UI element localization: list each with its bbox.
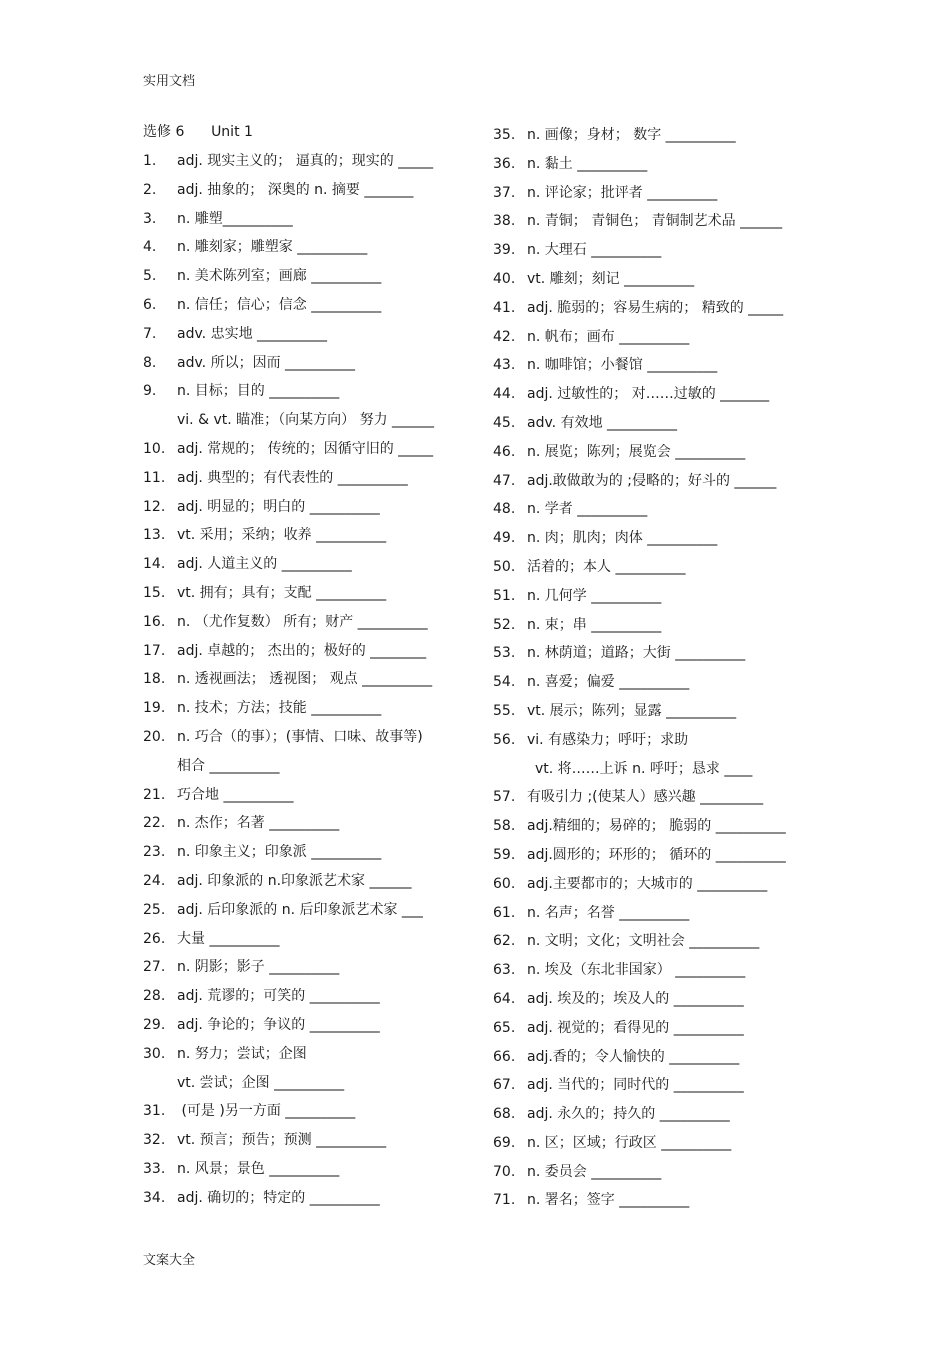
item-definition: adj. 当代的；同时代的 __________ [527, 1077, 744, 1094]
item-number: 55. [493, 702, 516, 719]
item-number: 68. [493, 1106, 516, 1123]
item-number: 34. [143, 1189, 166, 1206]
vocab-row [143, 1015, 461, 1044]
item-number: 1. [143, 153, 157, 169]
item-definition: adj. 争论的；争议的 __________ [177, 1016, 380, 1033]
vocab-row [143, 1073, 461, 1102]
vocab-row [493, 816, 808, 845]
item-definition: n. 青铜； 青铜色； 青铜制艺术品 ______ [527, 213, 783, 230]
vocab-row [143, 180, 461, 209]
vocab-row [143, 468, 461, 497]
item-definition: n. 大理石 __________ [527, 242, 662, 259]
vocab-row [493, 615, 808, 644]
item-definition: n. 美术陈列室；画廊 __________ [177, 268, 382, 285]
item-definition: 有吸引力 ;(使某人）感兴趣 _________ [527, 789, 764, 806]
vocab-row [493, 1133, 808, 1162]
item-number: 42. [493, 328, 516, 345]
vocab-row [143, 1188, 461, 1217]
item-definition: adj. 人道主义的 __________ [177, 556, 352, 573]
item-definition: n. 署名；签字 __________ [527, 1192, 690, 1209]
item-definition: n. 咖啡馆；小餐馆 __________ [527, 357, 718, 374]
item-definition: 相合 __________ [177, 757, 280, 774]
item-number: 14. [143, 556, 166, 573]
item-number: 44. [493, 386, 516, 403]
vocab-row [493, 874, 808, 903]
vocab-row [493, 787, 808, 816]
item-definition: vt. 展示；陈列；显露 __________ [527, 702, 737, 719]
vocab-row [493, 327, 808, 356]
vocab-row [493, 298, 808, 327]
vocab-row [493, 471, 808, 500]
item-number: 49. [493, 530, 516, 547]
item-definition: n. 画像；身材； 数字 __________ [527, 127, 736, 143]
item-number: 12. [143, 498, 166, 515]
item-definition: adj. 荒谬的；可笑的 __________ [177, 988, 380, 1005]
item-definition: n. 巧合（的事）；(事情、口味、故事等) [177, 728, 423, 745]
item-definition: n. 展览；陈列；展览会 __________ [527, 443, 746, 460]
item-number: 29. [143, 1016, 166, 1033]
vocab-row [493, 1190, 808, 1219]
vocab-row [143, 266, 461, 295]
item-number: 40. [493, 270, 516, 287]
vocab-row [143, 497, 461, 526]
vocab-row [143, 1130, 461, 1159]
vocab-row [143, 957, 461, 986]
item-number: 35. [493, 127, 516, 143]
vocab-row [493, 672, 808, 701]
vocabulary-column-right [493, 125, 808, 1219]
vocab-row [493, 240, 808, 269]
item-definition: 活着的；本人 __________ [527, 558, 686, 575]
item-number: 65. [493, 1019, 516, 1036]
item-definition: n. 黏土 __________ [527, 155, 648, 172]
item-definition: adj. 视觉的；看得见的 __________ [527, 1019, 744, 1036]
item-number: 61. [493, 904, 516, 921]
item-definition: adj. 卓越的； 杰出的；极好的 ________ [177, 642, 427, 659]
item-definition: n. 印象主义；印象派 __________ [177, 844, 382, 861]
item-definition: adj. 永久的；持久的 __________ [527, 1106, 730, 1123]
vocab-row [493, 701, 808, 730]
item-definition: adj. 抽象的； 深奥的 n. 摘要 _______ [177, 181, 414, 198]
vocab-row [143, 785, 461, 814]
vocab-row [143, 813, 461, 842]
item-number: 58. [493, 818, 516, 835]
vocab-row [143, 1044, 461, 1073]
vocab-row [493, 1047, 808, 1076]
item-number: 54. [493, 674, 516, 691]
item-definition: n. 区；区域；行政区 __________ [527, 1134, 732, 1151]
item-definition: n. 目标；目的 __________ [177, 383, 340, 400]
item-number: 23. [143, 844, 166, 861]
vocab-row [493, 183, 808, 212]
item-definition: adj. 脆弱的；容易生病的； 精致的 _____ [527, 299, 784, 316]
item-number: 31. [143, 1103, 166, 1120]
vocab-row [493, 1162, 808, 1191]
vocab-row [143, 209, 461, 238]
item-definition: n. （尤作复数） 所有；财产 __________ [177, 613, 428, 630]
item-number: 36. [493, 155, 516, 172]
vocab-row [493, 557, 808, 586]
vocab-row [143, 410, 461, 439]
unit-label: Unit 1 [211, 124, 253, 140]
item-number: 41. [493, 299, 516, 316]
vocab-row [143, 900, 461, 929]
item-definition: n. 名声；名誉 __________ [527, 904, 690, 921]
item-definition: n. 束；串 __________ [527, 616, 662, 633]
vocab-row [493, 845, 808, 874]
vocab-row [493, 269, 808, 298]
item-number: 16. [143, 613, 166, 630]
vocab-row [143, 698, 461, 727]
vocab-row [493, 1075, 808, 1104]
item-definition: n. 埃及（东北非国家） __________ [527, 962, 746, 979]
vocab-row [143, 381, 461, 410]
vocab-row [493, 125, 808, 154]
item-number: 17. [143, 642, 166, 659]
item-number: 48. [493, 501, 516, 518]
item-number: 63. [493, 962, 516, 979]
item-number: 38. [493, 213, 516, 230]
item-definition: adj. 明显的；明白的 __________ [177, 498, 380, 515]
item-number: 52. [493, 616, 516, 633]
item-number: 45. [493, 414, 516, 431]
item-number: 8. [143, 354, 157, 371]
item-definition: adj. 现实主义的； 逼真的；现实的 _____ [177, 153, 434, 169]
vocabulary-column-left [143, 151, 461, 1216]
item-number: 20. [143, 728, 166, 745]
vocab-row [493, 903, 808, 932]
item-definition: n. 风景；景色 __________ [177, 1160, 340, 1177]
item-definition: (可是 )另一方面 __________ [177, 1103, 356, 1120]
book-label: 选修 6 [143, 124, 185, 140]
vocab-row [493, 355, 808, 384]
item-definition: n. 努力；尝试；企图 [177, 1045, 307, 1062]
item-number: 11. [143, 469, 166, 486]
item-definition: vt. 采用；采纳；收养 __________ [177, 527, 387, 544]
item-definition: n. 学者 __________ [527, 501, 648, 518]
vocab-row [143, 295, 461, 324]
vocab-row [143, 439, 461, 468]
vocab-row [493, 960, 808, 989]
item-definition: adj.香的；令人愉快的 __________ [527, 1048, 740, 1065]
item-number: 30. [143, 1045, 166, 1062]
item-definition: n. 评论家；批评者 __________ [527, 184, 718, 201]
item-definition: n. 几何学 __________ [527, 587, 662, 604]
item-definition: adj. 印象派的 n.印象派艺术家 ______ [177, 872, 412, 889]
vocab-row [143, 237, 461, 266]
item-number: 66. [493, 1048, 516, 1065]
page-footer: 文案大全 [143, 1253, 196, 1268]
item-definition: adj. 典型的；有代表性的 __________ [177, 469, 408, 486]
item-number: 43. [493, 357, 516, 374]
item-definition: n. 雕刻家；雕塑家 __________ [177, 239, 368, 256]
vocab-row [493, 413, 808, 442]
item-number: 59. [493, 846, 516, 863]
item-definition: vt. 尝试；企图 __________ [177, 1074, 345, 1091]
item-number: 50. [493, 558, 516, 575]
item-number: 7. [143, 325, 157, 342]
item-definition: n. 文明；文化；文明社会 __________ [527, 933, 760, 950]
item-number: 19. [143, 700, 166, 717]
vocab-row [493, 528, 808, 557]
item-number: 71. [493, 1192, 516, 1209]
item-number: 6. [143, 296, 157, 313]
item-definition: adj. 过敏性的； 对……过敏的 _______ [527, 386, 770, 403]
item-number: 13. [143, 527, 166, 544]
vocab-row [143, 324, 461, 353]
item-number: 37. [493, 184, 516, 201]
item-definition: n. 喜爱；偏爱 __________ [527, 674, 690, 691]
item-number: 26. [143, 930, 166, 947]
item-number: 47. [493, 472, 516, 489]
item-definition: adj. 后印象派的 n. 后印象派艺术家 ___ [177, 901, 423, 918]
item-definition: n. 透视画法； 透视图； 观点 __________ [177, 671, 433, 688]
item-definition: n. 杰作；名著 __________ [177, 815, 340, 832]
item-number: 3. [143, 210, 157, 227]
item-definition: n. 肉；肌肉；肉体 __________ [527, 530, 718, 547]
item-definition: 大量 __________ [177, 930, 280, 947]
item-number: 32. [143, 1132, 166, 1149]
item-number: 28. [143, 988, 166, 1005]
vocab-row [493, 643, 808, 672]
vocab-row [493, 1104, 808, 1133]
vocab-row [493, 989, 808, 1018]
item-number: 24. [143, 872, 166, 889]
vocab-row [493, 442, 808, 471]
item-definition: vt. 将……上诉 n. 呼吁；恳求 ____ [535, 760, 753, 777]
vocab-row [493, 211, 808, 240]
vocab-row [143, 641, 461, 670]
item-number: 69. [493, 1134, 516, 1151]
vocab-row [143, 612, 461, 641]
item-number: 10. [143, 440, 166, 457]
item-definition: adj.圆形的；环形的； 循环的 __________ [527, 846, 786, 863]
item-definition: vi. 有感染力；呼吁；求助 [527, 731, 689, 748]
item-definition: adj. 确切的；特定的 __________ [177, 1189, 380, 1206]
item-number: 2. [143, 181, 157, 198]
vocab-row [143, 554, 461, 583]
vocab-row [143, 727, 461, 756]
vocab-row [143, 151, 461, 180]
vocab-row [493, 154, 808, 183]
item-number: 39. [493, 242, 516, 259]
page-header: 实用文档 [143, 74, 196, 89]
item-number: 67. [493, 1077, 516, 1094]
item-definition: vt. 预言；预告；预测 __________ [177, 1132, 387, 1149]
item-definition: adj. 常规的； 传统的；因循守旧的 _____ [177, 440, 434, 457]
vocab-row [493, 384, 808, 413]
item-definition: adj.敢做敢为的 ;侵略的；好斗的 ______ [527, 472, 777, 489]
item-definition: n. 委员会 __________ [527, 1163, 662, 1180]
vocab-row [143, 756, 461, 785]
item-number: 4. [143, 239, 157, 256]
item-number: 9. [143, 383, 157, 400]
vocab-row [143, 669, 461, 698]
item-definition: adj.主要都市的；大城市的 __________ [527, 875, 768, 892]
item-number: 62. [493, 933, 516, 950]
vocab-row [493, 1018, 808, 1047]
item-definition: n. 雕塑__________ [177, 210, 293, 227]
vocab-row [143, 871, 461, 900]
item-definition: vt. 雕刻；刻记 __________ [527, 270, 695, 287]
item-number: 53. [493, 645, 516, 662]
item-number: 21. [143, 786, 166, 803]
item-definition: adj. 埃及的；埃及人的 __________ [527, 990, 744, 1007]
item-number: 64. [493, 990, 516, 1007]
vocab-row [143, 929, 461, 958]
item-number: 51. [493, 587, 516, 604]
item-definition: vt. 拥有；具有；支配 __________ [177, 584, 387, 601]
vocab-row [143, 842, 461, 871]
vocab-row [493, 931, 808, 960]
vocab-row [143, 1159, 461, 1188]
vocab-row [143, 986, 461, 1015]
vocab-row [143, 353, 461, 382]
document-title [143, 121, 253, 141]
vocab-row [143, 583, 461, 612]
vocab-row [493, 730, 808, 759]
item-definition: adv. 所以；因而 __________ [177, 354, 356, 371]
item-definition: 巧合地 __________ [177, 786, 294, 803]
item-definition: n. 林荫道；道路；大街 __________ [527, 645, 746, 662]
item-number: 56. [493, 731, 516, 748]
vocab-row [493, 586, 808, 615]
item-number: 57. [493, 789, 516, 806]
item-number: 25. [143, 901, 166, 918]
item-number: 5. [143, 268, 157, 285]
item-definition: adv. 忠实地 __________ [177, 325, 328, 342]
item-number: 33. [143, 1160, 166, 1177]
item-definition: n. 信任；信心；信念 __________ [177, 296, 382, 313]
item-number: 70. [493, 1163, 516, 1180]
item-number: 22. [143, 815, 166, 832]
item-number: 27. [143, 959, 166, 976]
item-number: 60. [493, 875, 516, 892]
vocab-row [493, 759, 808, 788]
item-number: 15. [143, 584, 166, 601]
item-number: 46. [493, 443, 516, 460]
item-definition: n. 帆布；画布 __________ [527, 328, 690, 345]
item-definition: vi. & vt. 瞄准；（向某方向） 努力 ______ [177, 412, 435, 429]
vocab-row [493, 499, 808, 528]
item-definition: n. 技术；方法；技能 __________ [177, 700, 382, 717]
vocab-row [143, 525, 461, 554]
vocab-row [143, 1101, 461, 1130]
item-definition: adv. 有效地 __________ [527, 414, 678, 431]
item-number: 18. [143, 671, 166, 688]
item-definition: n. 阴影；影子 __________ [177, 959, 340, 976]
item-definition: adj.精细的；易碎的； 脆弱的 __________ [527, 818, 786, 835]
